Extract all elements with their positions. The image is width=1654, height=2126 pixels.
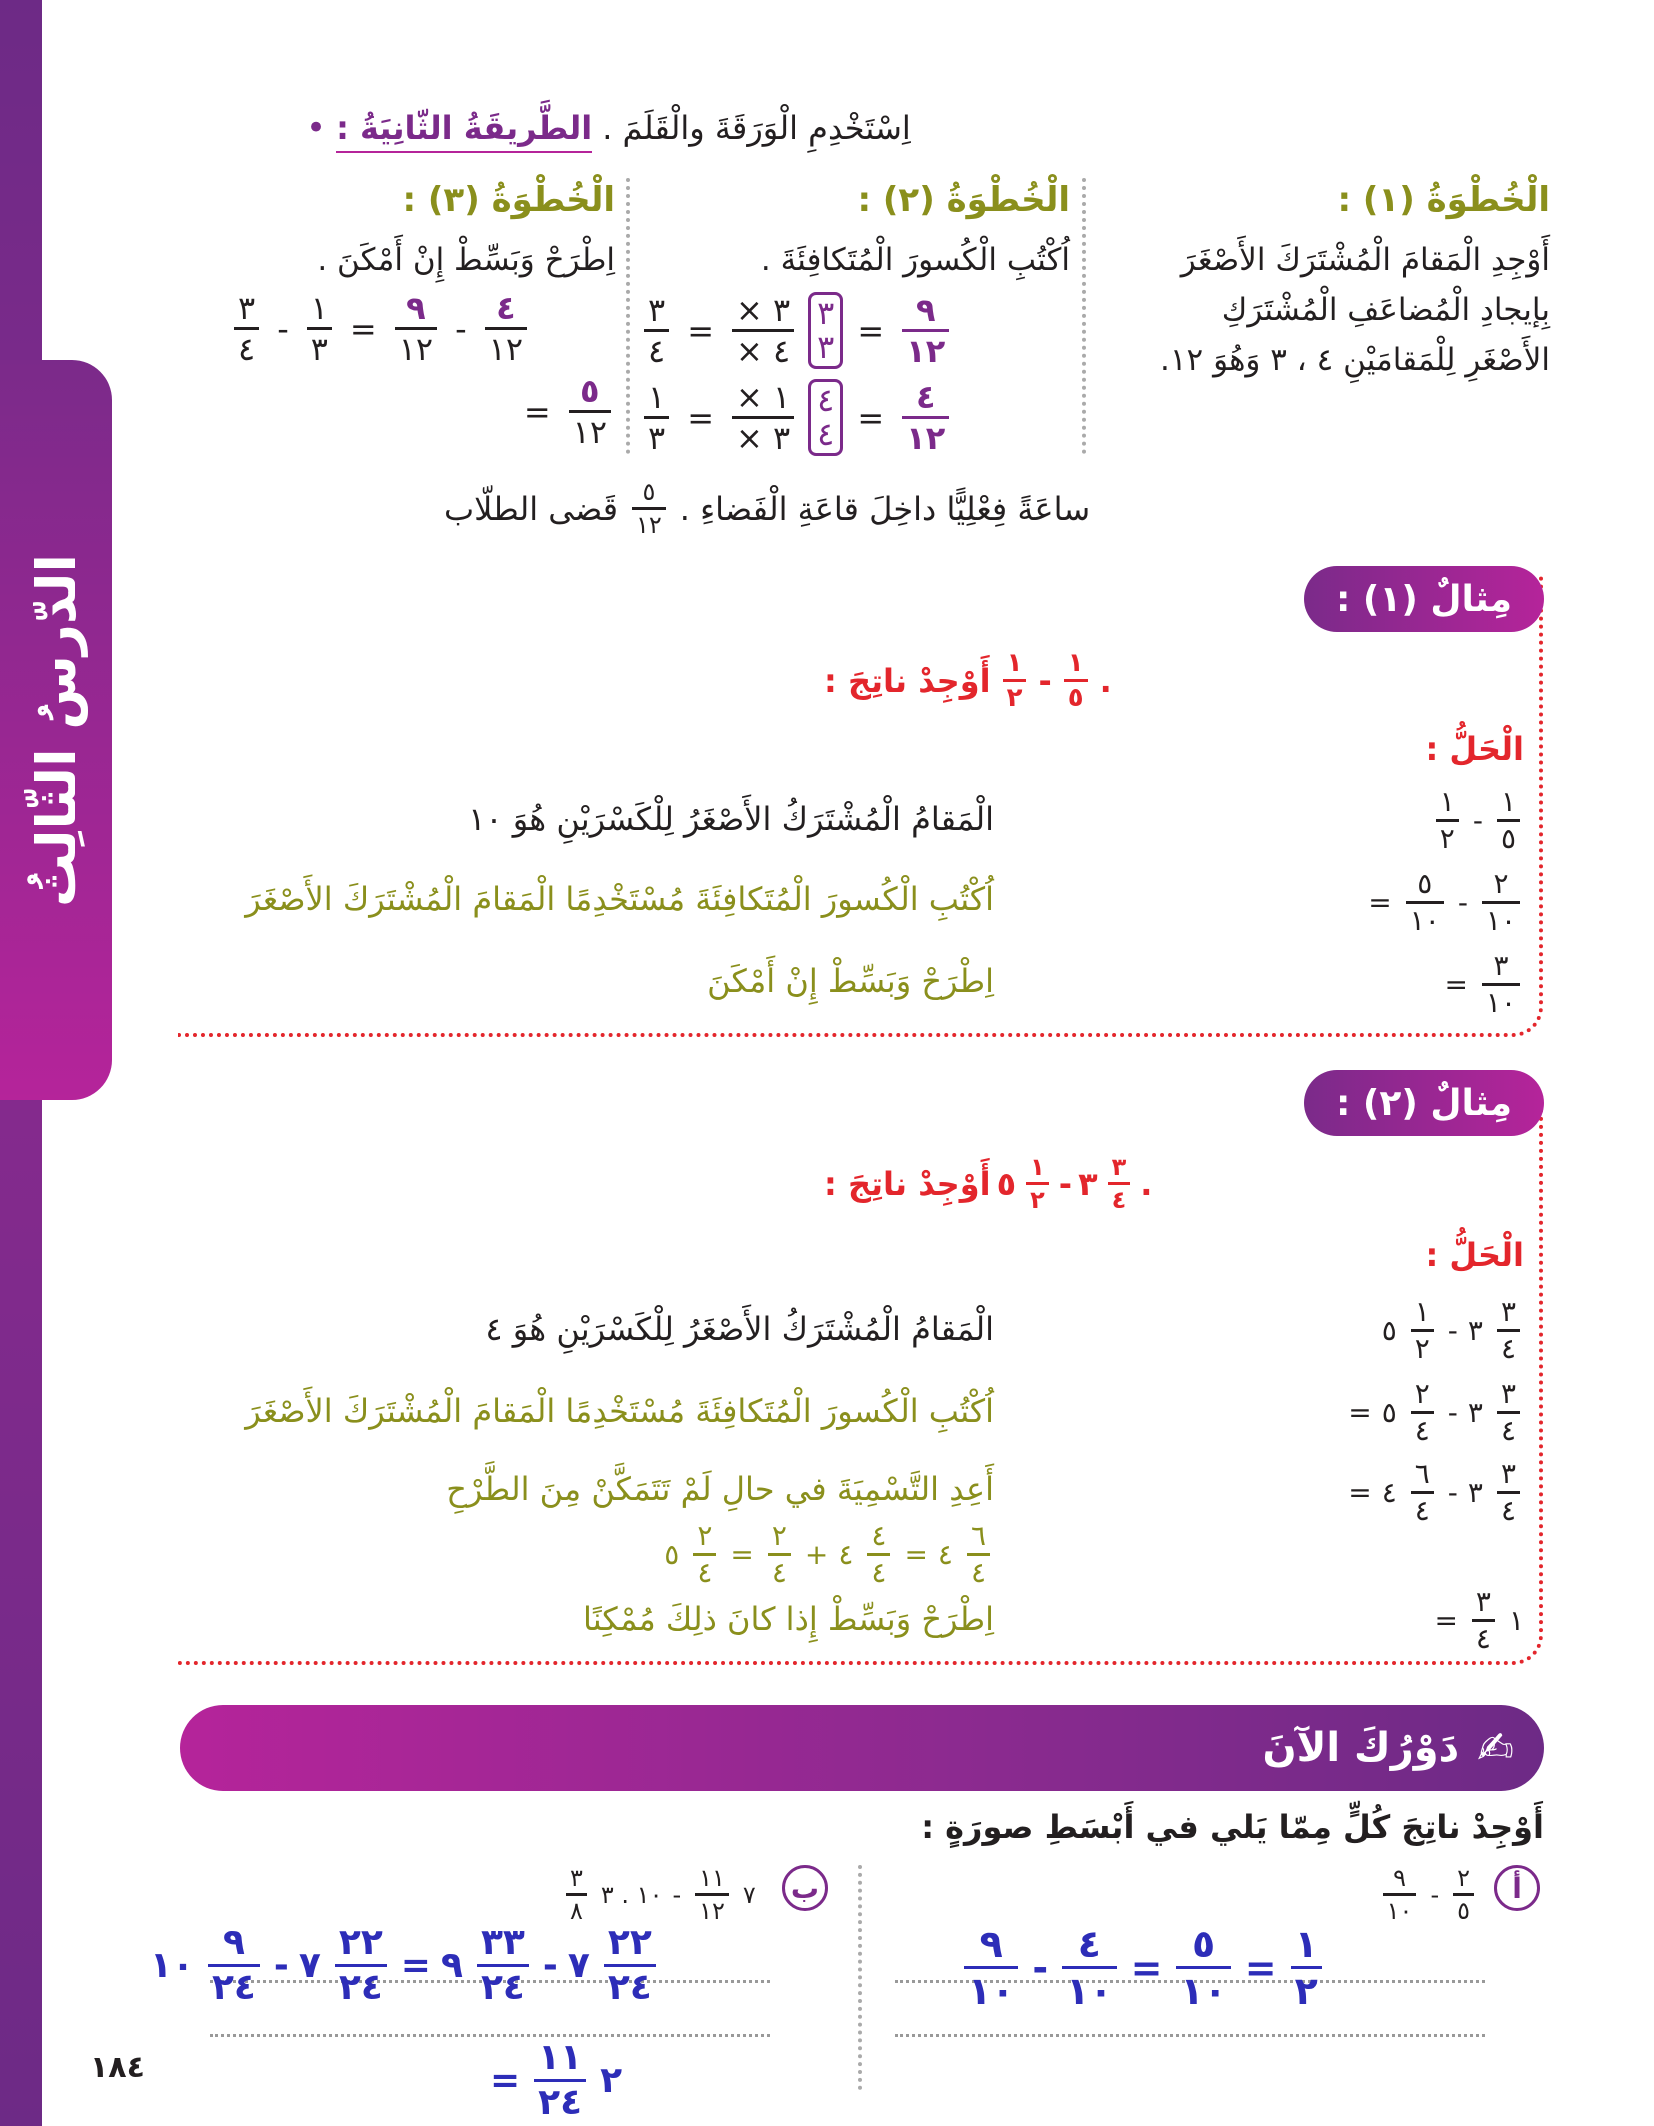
- fraction: $\frac{٤}{٤}$: [867, 1522, 890, 1587]
- fraction: $\frac{٦}{٤}$: [1411, 1460, 1434, 1525]
- exercise-b-badge: [782, 1865, 828, 1911]
- fraction: $\frac{٩}{١٠}$: [1383, 1866, 1417, 1923]
- equals-sign: =: [1244, 1945, 1277, 1990]
- fraction: $\frac{١}{٣}$: [644, 381, 669, 454]
- minus-sign: -: [1038, 661, 1052, 700]
- method-text: اِسْتَخْدِمِ الْوَرَقَةَ والْقَلَمَ .: [602, 109, 911, 147]
- whole-number: ٤: [838, 1538, 854, 1571]
- minus-sign: -: [1457, 886, 1468, 919]
- step-2-eq-1: [640, 292, 1070, 369]
- fraction: $\frac{٤}{١٠}$: [1062, 1925, 1116, 2010]
- equals-sign: =: [904, 1538, 928, 1571]
- example-1-line-3: اِطْرَحْ وَبَسِّطْ إِنْ أَمْكَنَ: [707, 962, 994, 1000]
- equals-sign: =: [523, 392, 551, 431]
- step-3-eq-1: [230, 289, 615, 368]
- plus-sign: +: [804, 1538, 829, 1571]
- fraction: $\frac{١}{٥}$: [1064, 650, 1088, 711]
- whole-number: ١٠: [150, 1945, 194, 1986]
- step-2-text: اُكْتُبِ الْكُسورَ الْمُتَكافِئَةَ .: [760, 242, 1070, 278]
- example-1-label: [1304, 566, 1544, 632]
- example-1-label-text: مِثالٌ (١) :: [1335, 578, 1513, 620]
- task-label: أَوْجِدْ ناتِجَ :: [824, 1164, 991, 1203]
- fraction: $\frac{٣}{٤}$: [1108, 1155, 1131, 1212]
- fraction: $\frac{٣}{٤}$: [644, 294, 669, 367]
- equals-sign: =: [687, 311, 714, 350]
- minus-sign: -: [1447, 1314, 1458, 1347]
- fraction: $\frac{١}{٢}$: [1003, 650, 1027, 711]
- example-1-eq-1: [1432, 785, 1524, 855]
- whole-number: ٢: [600, 2060, 623, 2101]
- minus-sign: -: [273, 1945, 289, 1986]
- answer-line-a-2[interactable]: [895, 2034, 1485, 2037]
- minus-sign: -: [1472, 804, 1483, 837]
- fraction: $\frac{٢}{٤}$: [1411, 1380, 1434, 1445]
- whole-number: ٥: [1381, 1314, 1397, 1347]
- multiplier-box: ٤ ٤: [808, 379, 843, 456]
- minus-sign: -: [672, 1880, 682, 1909]
- step-divider-2: [626, 178, 630, 454]
- fraction: $\frac{١١}{١٢}$: [695, 1866, 729, 1923]
- equals-sign: =: [1348, 1476, 1372, 1509]
- whole-number: ٤: [1381, 1476, 1397, 1509]
- fraction: $\frac{٥}{١٢}$: [569, 375, 611, 448]
- fraction: $\frac{٣٣}{٢٤}$: [477, 1925, 529, 2006]
- example-2-eq-4: [1434, 1585, 1524, 1655]
- equals-sign: =: [400, 1945, 431, 1986]
- whole-number: ٩: [440, 1945, 463, 1986]
- step-divider-1: [1082, 178, 1086, 454]
- example-1-line-1: الْمَقامُ الْمُشْتَرَكُ الأَصْغَرُ لِلْكَسْرَيْنِ هُوَ ١٠: [468, 800, 994, 838]
- multiplier-box: ٣ ٣: [808, 292, 843, 369]
- example-1-task: [824, 650, 1524, 711]
- whole-number: ٣: [1078, 1164, 1098, 1203]
- your-turn-title: دَوْرُكَ الآنَ: [1262, 1725, 1460, 1771]
- fraction: $\frac{٢}{٤}$: [768, 1522, 791, 1587]
- conclusion: [444, 480, 1544, 537]
- example-2-label-text: مِثالٌ (٢) :: [1335, 1082, 1513, 1124]
- method-title: الطَّريقَةُ الثّانِيَةُ :: [336, 109, 592, 153]
- example-2-eq-3: [1348, 1457, 1524, 1527]
- step-2-title: الْخُطْوَةُ (٢) :: [857, 180, 1070, 220]
- whole-number: ٣: [1467, 1314, 1483, 1347]
- step-3-eq-2: [230, 372, 615, 451]
- conclusion-after: ساعَةً فِعْلِيًّا داخِلَ قاعَةِ الْفَضاءِ .: [679, 489, 1091, 528]
- exercise-a-badge: [1494, 1865, 1540, 1911]
- period: .: [1099, 661, 1112, 700]
- whole-number: ١٠ . ٣: [600, 1880, 663, 1909]
- step-3-text: اِطْرَحْ وَبَسِّطْ إِنْ أَمْكَنَ .: [317, 242, 615, 278]
- fraction: $\frac{١}{٢}$: [1411, 1298, 1434, 1363]
- whole-number: ٧: [567, 1945, 590, 1986]
- fraction: $\frac{٥}{١٠}$: [1176, 1925, 1230, 2010]
- fraction: $\frac{٣ \times}{٤ \times}$: [732, 294, 794, 367]
- whole-number: ٧: [742, 1880, 756, 1909]
- example-1-line-2: اُكْتُبِ الْكُسورَ الْمُتَكافِئَةَ مُسْتَخْدِمًا الْمَقامَ الْمُشْتَرَكَ الأَصْغَرَ: [245, 880, 994, 918]
- fraction: $\frac{٣}{٤}$: [234, 292, 259, 365]
- fraction: $\frac{٢٢}{٢٤}$: [604, 1925, 656, 2006]
- fraction-result: $\frac{٩}{١٢}$: [902, 294, 949, 367]
- whole-number: ٥: [996, 1164, 1017, 1203]
- example-2-label: [1304, 1070, 1544, 1136]
- fraction: $\frac{٢}{٥}$: [1453, 1866, 1474, 1923]
- example-2-line-2: اُكْتُبِ الْكُسورَ الْمُتَكافِئَةَ مُسْتَخْدِمًا الْمَقامَ الْمُشْتَرَكَ الأَصْغَرَ: [245, 1392, 994, 1430]
- handwritten-answer-a: [960, 1922, 1326, 2013]
- example-2-line-3: أَعِدِ التَّسْمِيَةَ في حالِ لَمْ تَتَمَكَّنْ مِنَ الطَّرْحِ: [446, 1470, 994, 1508]
- equals-sign: =: [857, 398, 885, 437]
- fraction: $\frac{١}{٢}$: [1436, 788, 1459, 853]
- your-turn-instruction: أَوْجِدْ ناتِجَ كُلٍّ مِمّا يَلي في أَبْسَطِ صورَةٍ :: [921, 1808, 1544, 1846]
- handwritten-answer-b-result: [490, 2037, 623, 2123]
- minus-sign: -: [542, 1945, 558, 1986]
- whole-number: ٣: [1467, 1476, 1483, 1509]
- example-2-line-1: الْمَقامُ الْمُشْتَرَكُ الأَصْغَرُ لِلْكَسْرَيْنِ هُوَ ٤: [485, 1310, 994, 1348]
- step-1-line-3: الأَصْغَرِ لِلْمَقامَيْنِ ٤ ، ٣ وَهُوَ ١٢.: [1160, 342, 1550, 378]
- step-2: [640, 180, 1070, 456]
- period: .: [1140, 1164, 1153, 1203]
- lesson-tab-label: الدّرسُ الثّالِثُ: [24, 553, 88, 907]
- bullet: •: [306, 108, 327, 148]
- equals-sign: =: [1444, 968, 1468, 1001]
- step-1-title: الْخُطْوَةُ (١) :: [1337, 180, 1550, 220]
- equals-sign: =: [490, 2060, 521, 2101]
- method-header: [306, 108, 1506, 153]
- example-2-task: [824, 1155, 1524, 1212]
- example-2-line-4: اِطْرَحْ وَبَسِّطْ إِذا كانَ ذلِكَ مُمْكِنًا: [582, 1600, 994, 1638]
- task-label: أَوْجِدْ ناتِجَ :: [824, 661, 991, 700]
- equals-sign: =: [857, 311, 885, 350]
- fraction: $\frac{٦}{٤}$: [967, 1522, 990, 1587]
- whole-number: ٥: [1381, 1396, 1397, 1429]
- fraction: $\frac{٣}{٤}$: [1472, 1588, 1495, 1653]
- fraction-result: $\frac{٤}{١٢}$: [902, 381, 949, 454]
- fraction: $\frac{٣}{٤}$: [1497, 1460, 1520, 1525]
- equals-sign: =: [687, 398, 714, 437]
- handwritten-answer-b: [150, 1922, 660, 2008]
- fraction: $\frac{٣}{٤}$: [1497, 1298, 1520, 1363]
- whole-number: ٥: [664, 1538, 680, 1571]
- whole-number: ٤: [937, 1538, 953, 1571]
- whole-number: ٣: [1467, 1396, 1483, 1429]
- step-2-eq-2: [640, 379, 1070, 456]
- exercise-b-expr: [562, 1866, 756, 1923]
- equals-sign: =: [1368, 886, 1392, 919]
- minus-sign: -: [1447, 1396, 1458, 1429]
- whole-number: ٧: [298, 1945, 321, 1986]
- fraction: $\frac{٢٢}{٢٤}$: [335, 1925, 387, 2006]
- fraction: $\frac{٢}{١٠}$: [1482, 870, 1520, 935]
- exercise-a-label: أ: [1512, 1871, 1522, 1905]
- equals-sign: =: [1348, 1396, 1372, 1429]
- fraction: $\frac{١}{٣}$: [307, 292, 332, 365]
- example-2-solution-label: الْحَلُّ :: [1425, 1236, 1524, 1274]
- your-turn-banner: [180, 1705, 1544, 1791]
- example-1-eq-3: [1444, 949, 1524, 1019]
- fraction: $\frac{٤}{١٢}$: [485, 292, 527, 365]
- step-1-line-2: بِإيجادِ الْمُضاعَفِ الْمُشْتَرَكِ: [1221, 292, 1550, 328]
- page-number: ١٨٤: [90, 2050, 145, 2085]
- fraction: $\frac{١١}{٢٤}$: [534, 2040, 586, 2121]
- step-1: [1100, 180, 1550, 378]
- minus-sign: -: [1058, 1164, 1073, 1203]
- fraction: $\frac{٣}{٨}$: [566, 1866, 587, 1923]
- minus-sign: -: [277, 309, 289, 348]
- example-2-renaming: [664, 1519, 994, 1589]
- example-1-eq-2: [1368, 867, 1524, 937]
- fraction: $\frac{١}{٥}$: [1497, 788, 1520, 853]
- fraction: $\frac{٣}{٤}$: [1497, 1380, 1520, 1445]
- step-1-line-1: أَوْجِدِ الْمَقامَ الْمُشْتَرَكَ الأَصْغَرَ: [1180, 242, 1550, 278]
- fraction: $\frac{٣}{١٠}$: [1482, 952, 1520, 1017]
- fraction: $\frac{١ \times}{٣ \times}$: [732, 381, 794, 454]
- fraction: $\frac{١}{٢}$: [1291, 1925, 1322, 2010]
- exercise-b-label: ب: [790, 1871, 820, 1905]
- hand-writing-icon: ✍: [1477, 1722, 1514, 1774]
- fraction: $\frac{٩}{٢٤}$: [208, 1925, 260, 2006]
- step-3: [230, 180, 615, 451]
- exercise-a-expr: [1379, 1866, 1478, 1923]
- answer-line-b-2[interactable]: [210, 2034, 770, 2037]
- fraction: $\frac{٢}{٤}$: [693, 1522, 716, 1587]
- minus-sign: -: [455, 309, 467, 348]
- equals-sign: =: [1130, 1945, 1163, 1990]
- equals-sign: =: [730, 1538, 754, 1571]
- example-2-eq-1: [1381, 1295, 1524, 1365]
- fraction: $\frac{٩}{١٢}$: [395, 292, 437, 365]
- example-1-solution-label: الْحَلُّ :: [1425, 730, 1524, 768]
- fraction: $\frac{١}{٢}$: [1026, 1155, 1049, 1212]
- equals-sign: =: [1434, 1604, 1458, 1637]
- fraction: $\frac{٥}{١٠}$: [1406, 870, 1444, 935]
- conclusion-before: قَضى الطلّاب: [444, 489, 618, 528]
- minus-sign: -: [1447, 1476, 1458, 1509]
- lesson-tab: [0, 360, 112, 1100]
- minus-sign: -: [1430, 1880, 1440, 1909]
- fraction: $\frac{٥}{١٢}$: [632, 480, 666, 537]
- step-3-title: الْخُطْوَةُ (٣) :: [402, 180, 615, 220]
- example-2-eq-2: [1348, 1377, 1524, 1447]
- fraction: $\frac{٩}{١٠}$: [964, 1925, 1018, 2010]
- exercise-divider: [858, 1865, 862, 2090]
- equals-sign: =: [349, 309, 377, 348]
- whole-number: ١: [1508, 1604, 1524, 1637]
- minus-sign: -: [1032, 1945, 1049, 1990]
